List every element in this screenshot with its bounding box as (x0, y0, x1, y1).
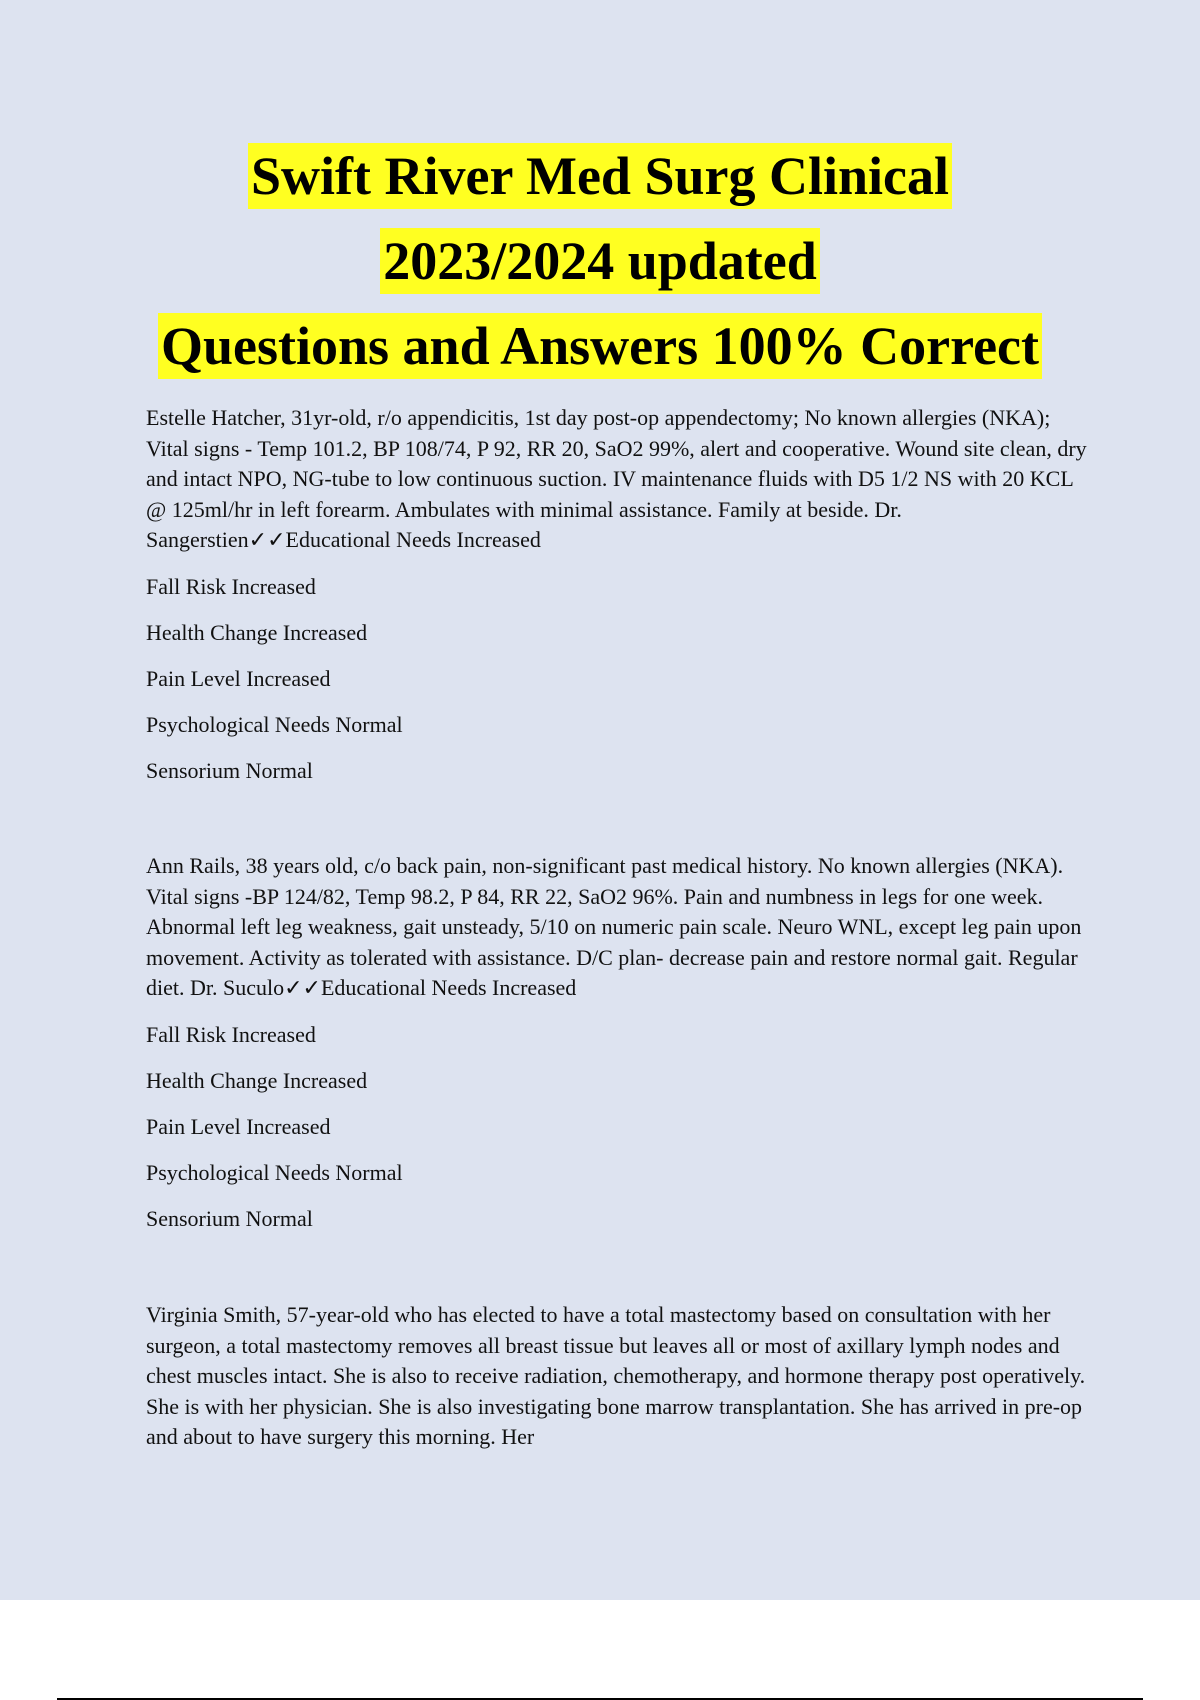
case-item: Pain Level Increased (146, 665, 331, 691)
case-item: Psychological Needs Normal (146, 711, 403, 737)
case-item: Health Change Increased (146, 619, 368, 645)
case-virginia-smith (146, 1300, 1091, 1453)
case-estelle-hatcher (146, 403, 1091, 794)
case-description: Virginia Smith, 57-year-old who has elected to have a total mastectomy based on consultation with her surgeon, a total mastectomy removes all breast tissue but leaves all or most of axillary lymph nodes and chest muscles intact. She is also to receive radiation, chemotherapy, and hormone therapy post operatively. She is with her physician. She is also investigating bone marrow transplantation. She has arrived in pre-op and about to have surgery this morning. Her (146, 1302, 1086, 1449)
case-description: Ann Rails, 38 years old, c/o back pain, non-significant past medical history. No known allergies (NKA). Vital signs -BP 124/82, Temp 98.2, P 84, RR 22, SaO2 96%. Pain and numbness in legs for one week. Abnormal left leg weakness, gait unsteady, 5/10 on numeric pain scale. Neuro WNL, except leg pain upon movement. Activity as tolerated with assistance. D/C plan- decrease pain and restore normal gait. Regular diet. Dr. Suculo✓✓Educational Needs Increased (146, 853, 1082, 1000)
case-item: Psychological Needs Normal (146, 1159, 403, 1185)
case-item: Sensorium Normal (146, 1205, 313, 1231)
case-item: Health Change Increased (146, 1067, 368, 1093)
case-item: Fall Risk Increased (146, 1021, 316, 1047)
case-item: Fall Risk Increased (146, 573, 316, 599)
document-title (0, 143, 1200, 398)
title-line-3: Questions and Answers 100% Correct (158, 313, 1042, 379)
title-line-1: Swift River Med Surg Clinical (248, 143, 952, 209)
title-line-2: 2023/2024 updated (380, 228, 820, 294)
case-item: Pain Level Increased (146, 1113, 331, 1139)
case-ann-rails (146, 851, 1091, 1242)
case-item: Sensorium Normal (146, 757, 313, 783)
case-description: Estelle Hatcher, 31yr-old, r/o appendicitis, 1st day post-op appendectomy; No known allergies (NKA); Vital signs - Temp 101.2, BP 108/74, P 92, RR 20, SaO2 99%, alert and cooperative. Wound site clean, dry and intact NPO, NG-tube to low continuous suction. IV maintenance fluids with D5 1/2 NS with 20 KCL @ 125ml/hr in left forearm. Ambulates with minimal assistance. Family at beside. Dr. Sangerstien✓✓Educational Needs Increased (146, 405, 1087, 552)
